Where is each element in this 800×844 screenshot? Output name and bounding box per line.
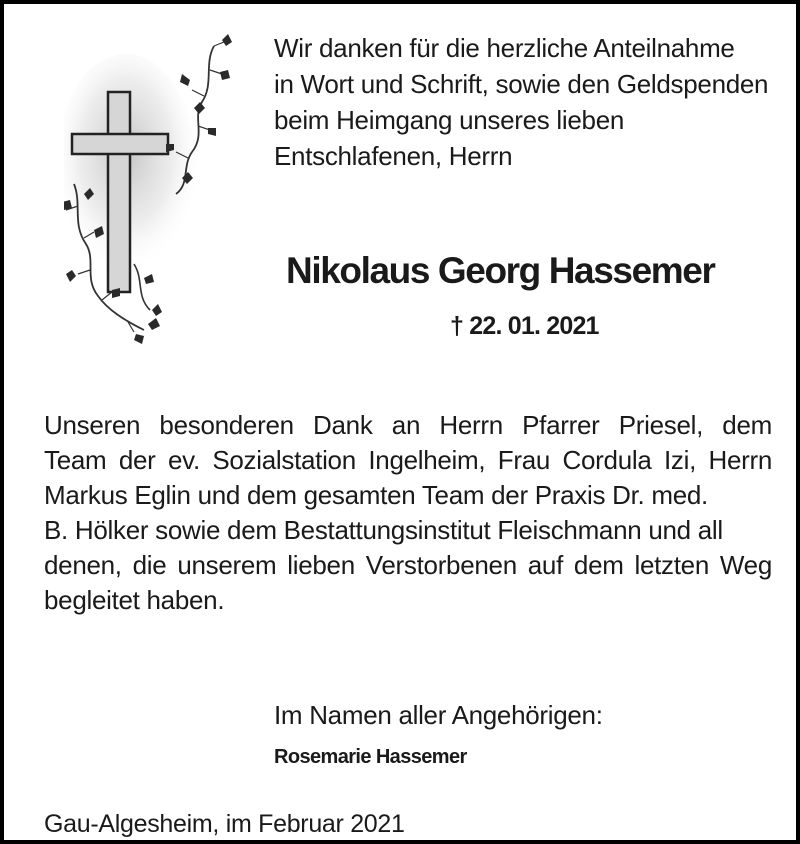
intro-line: Wir danken für die herzliche Anteilnahme xyxy=(274,33,735,63)
deceased-name: Nikolaus Georg Hassemer xyxy=(286,250,715,291)
thanks-line: denen, die unserem lieben Verstorbenen auf dem letzten Weg xyxy=(44,550,772,580)
thanks-line: Unseren besonderen Dank an Herrn Pfarrer Priesel, dem xyxy=(44,410,772,440)
death-date: † 22. 01. 2021 xyxy=(450,312,599,340)
intro-line: Entschlafenen, Herrn xyxy=(274,141,513,171)
intro-text xyxy=(274,30,784,174)
intro-line: in Wort und Schrift, sowie den Geldspenden xyxy=(274,69,769,99)
thanks-line: begleitet haben. xyxy=(44,585,225,615)
intro-line: beim Heimgang unseres lieben xyxy=(274,105,625,135)
place-date: Gau-Algesheim, im Februar 2021 xyxy=(44,810,405,838)
thanks-paragraph xyxy=(44,408,772,618)
thanks-line: Team der ev. Sozialstation Ingelheim, Frau Cordula Izi, Herrn xyxy=(44,445,772,475)
signer-name: Rosemarie Hassemer xyxy=(274,746,467,768)
cross-with-ivy-icon xyxy=(64,34,234,344)
closing-text: Im Namen aller Angehörigen: xyxy=(274,700,603,730)
thanks-line: B. Hölker sowie dem Bestattungsinstitut Fleischmann und all xyxy=(44,515,723,545)
thanks-line: Markus Eglin und dem gesamten Team der Praxis Dr. med. xyxy=(44,480,708,510)
